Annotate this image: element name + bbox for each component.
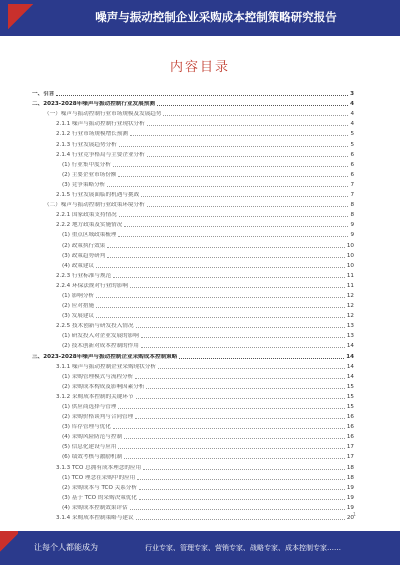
toc-entry-text: 2.2.2 地方政策及实施情况 (56, 222, 123, 229)
toc-entry[interactable] (32, 309, 354, 319)
toc-entry-page: 4 (350, 111, 354, 118)
toc-entry-text: 3.1.3 TCO 总拥有成本理念的应用 (56, 464, 142, 471)
toc-entry-text: （一）噪声与振动控制行业市场规模及发展趋势 (44, 111, 162, 118)
toc-entry[interactable] (32, 491, 354, 501)
toc-entry-text: (6) 绩效考核与激励机制 (62, 454, 123, 461)
toc-entry[interactable] (32, 511, 354, 521)
toc-leader-dots (147, 202, 349, 207)
toc-entry[interactable] (32, 228, 354, 238)
footer-accent-shape (0, 531, 18, 565)
toc-leader-dots (113, 424, 345, 429)
toc-entry-text: (1) 行业集中度分析 (62, 161, 111, 168)
toc-entry-text: (2) 采购成本与 TCO 关系分析 (62, 484, 137, 491)
toc-entry-text: (1) 重点区域政策梳理 (62, 232, 117, 239)
toc-entry-page: 13 (346, 333, 354, 340)
toc-leader-dots (157, 101, 348, 106)
toc-entry-text: 2.1.1 噪声与振动控制行业现状分析 (56, 121, 145, 128)
report-header (0, 0, 400, 36)
toc-entry-text: 2.2.4 环保法规对行业的影响 (56, 282, 128, 289)
toc-leader-dots (137, 475, 345, 480)
toc-entry[interactable] (32, 97, 354, 107)
toc-leader-dots (147, 152, 349, 157)
toc-entry-text: 3.1.2 采购成本控制的关键环节 (56, 393, 134, 400)
toc-entry[interactable] (32, 400, 354, 410)
toc-entry-text: (3) 基于 TCO 的采购决策优化 (62, 494, 137, 501)
toc-entry-text: (3) 发展建议 (62, 313, 95, 320)
toc-leader-dots (163, 111, 348, 116)
toc-entry-text: 2.1.4 行业竞争格局与主要企业分析 (56, 151, 145, 158)
toc-leader-dots (118, 172, 348, 177)
toc-leader-dots (143, 465, 345, 470)
toc-entry[interactable] (32, 471, 354, 481)
toc-entry[interactable] (32, 87, 354, 97)
toc-leader-dots (124, 454, 345, 459)
toc-entry-page: 10 (346, 242, 354, 249)
toc-leader-dots (136, 323, 345, 328)
toc-entry[interactable] (32, 390, 354, 400)
toc-entry-text: 2.1.5 行业发展面临的机遇与挑战 (56, 192, 140, 199)
toc-entry-page: 8 (350, 212, 354, 219)
toc-leader-dots (56, 91, 348, 96)
toc-entry-text: (1) 研发投入对企业发展的影响 (62, 333, 139, 340)
toc-leader-dots (96, 293, 345, 298)
toc-leader-dots (119, 142, 349, 147)
toc-entry-text: (2) 政策执行效果 (62, 242, 106, 249)
toc-entry-page: 10 (346, 252, 354, 259)
toc-entry-text: （二）噪声与振动控制行业政策环境分析 (44, 202, 145, 209)
toc-entry[interactable] (32, 420, 354, 430)
report-footer (0, 531, 400, 565)
toc-leader-dots (96, 313, 345, 318)
toc-leader-dots (118, 444, 344, 449)
toc-leader-dots (136, 394, 345, 399)
toc-entry[interactable] (32, 127, 354, 137)
toc-entry-page: 14 (346, 353, 354, 360)
toc-entry-text: (3) 政策趋势研判 (62, 252, 106, 259)
page-number: 1 (352, 512, 356, 518)
toc-entry-page: 11 (346, 282, 354, 289)
toc-entry-text: 3.1.1 噪声与振动控制企业采购现状分析 (56, 363, 156, 370)
toc-entry-text: (5) 信息化建设与应用 (62, 444, 117, 451)
toc-entry-page: 15 (346, 393, 354, 400)
toc-entry[interactable] (32, 299, 354, 309)
toc-entry-text: (4) 政策建议 (62, 262, 95, 269)
toc-entry[interactable] (32, 158, 354, 168)
toc-leader-dots (135, 374, 345, 379)
toc-entry-text: 3.1.4 采购成本控制策略与建议 (56, 515, 134, 522)
toc-entry-page: 9 (350, 232, 354, 239)
toc-entry[interactable] (32, 430, 354, 440)
toc-entry[interactable] (32, 137, 354, 147)
toc-leader-dots (130, 131, 348, 136)
toc-leader-dots (119, 212, 349, 217)
toc-entry[interactable] (32, 269, 354, 279)
toc-entry[interactable] (32, 168, 354, 178)
toc-entry-page: 12 (346, 313, 354, 320)
toc-leader-dots (130, 283, 345, 288)
toc-entry-page: 14 (346, 373, 354, 380)
header-accent-shape (8, 4, 36, 32)
footer-tagline: 行业专家、管理专家、营销专家、战略专家、成本控制专家…… (145, 544, 341, 552)
table-of-contents (32, 87, 354, 521)
toc-leader-dots (141, 333, 345, 338)
toc-entry-page: 19 (346, 494, 354, 501)
toc-leader-dots (113, 273, 345, 278)
toc-leader-dots (124, 222, 348, 227)
report-title: 噪声与振动控制企业采购成本控制策略研究报告 (95, 10, 337, 24)
toc-entry-text: 2.2.5 技术创新与研发投入情况 (56, 323, 134, 330)
toc-entry-page: 6 (350, 171, 354, 178)
toc-entry-page: 5 (350, 131, 354, 138)
toc-entry-page: 6 (350, 151, 354, 158)
toc-entry[interactable] (32, 440, 354, 450)
toc-entry-page: 17 (346, 444, 354, 451)
toc-entry-page: 10 (346, 262, 354, 269)
toc-entry-text: 二、2023-2028年噪声与振动控制行业发展预测 (32, 101, 155, 108)
toc-leader-dots (146, 384, 344, 389)
toc-entry-text: (2) 主要企业市场份额 (62, 171, 117, 178)
toc-entry[interactable] (32, 410, 354, 420)
toc-entry-page: 18 (346, 464, 354, 471)
toc-entry-text: (2) 采购价格谈判与合同管理 (62, 414, 134, 421)
toc-entry-text: 2.1.2 行业市场规模增长预测 (56, 131, 128, 138)
toc-leader-dots (118, 232, 348, 237)
toc-leader-dots (107, 253, 345, 258)
toc-entry-page: 16 (346, 434, 354, 441)
toc-entry[interactable] (32, 339, 354, 349)
toc-entry-text: (2) 应对措施 (62, 303, 95, 310)
toc-entry-page: 17 (346, 454, 354, 461)
toc-entry-page: 4 (350, 101, 354, 108)
toc-entry-text: 三、2023-2028年噪声与振动控制企业采购成本控制策略 (32, 353, 178, 360)
toc-entry-text: 2.1.3 行业发展趋势分析 (56, 141, 117, 148)
footer-slogan: 让每个人都能成为 (34, 543, 98, 552)
toc-entry[interactable] (32, 349, 354, 359)
toc-entry[interactable] (32, 249, 354, 259)
toc-entry-page: 16 (346, 424, 354, 431)
toc-entry-text: (4) 采购风险防范与控制 (62, 434, 123, 441)
toc-entry-page: 14 (346, 343, 354, 350)
toc-entry-page: 15 (346, 383, 354, 390)
toc-entry-page: 16 (346, 414, 354, 421)
toc-entry[interactable] (32, 360, 354, 370)
toc-entry-text: (1) TCO 理念在采购中的应用 (62, 474, 136, 481)
toc-entry[interactable] (32, 218, 354, 228)
toc-entry[interactable] (32, 460, 354, 470)
toc-entry-text: 2.2.1 国家政策支持情况 (56, 212, 117, 219)
toc-entry[interactable] (32, 380, 354, 390)
toc-entry-page: 6 (350, 161, 354, 168)
toc-leader-dots (179, 354, 344, 359)
toc-entry-page: 12 (346, 292, 354, 299)
toc-entry-page: 5 (350, 141, 354, 148)
toc-leader-dots (135, 414, 345, 419)
toc-entry-page: 13 (346, 323, 354, 330)
toc-entry-text: (3) 库存管理与优化 (62, 424, 111, 431)
toc-entry[interactable] (32, 279, 354, 289)
toc-heading: 内容目录 (169, 60, 230, 75)
toc-entry[interactable] (32, 148, 354, 158)
toc-leader-dots (141, 343, 345, 348)
toc-entry-page: 19 (346, 484, 354, 491)
toc-entry-text: (3) 竞争策略分析 (62, 181, 106, 188)
toc-entry[interactable] (32, 238, 354, 248)
toc-entry[interactable] (32, 319, 354, 329)
toc-entry-text: (4) 采购成本控制效果评估 (62, 504, 128, 511)
toc-entry-page: 20 (346, 515, 354, 522)
toc-leader-dots (96, 303, 345, 308)
toc-entry[interactable] (32, 329, 354, 339)
toc-entry-page: 19 (346, 504, 354, 511)
toc-entry-page: 11 (346, 272, 354, 279)
toc-entry[interactable] (32, 117, 354, 127)
toc-entry-text: (1) 影响分析 (62, 292, 95, 299)
toc-entry-page: 4 (350, 121, 354, 128)
toc-leader-dots (147, 121, 349, 126)
toc-entry-page: 9 (350, 222, 354, 229)
toc-entry[interactable] (32, 501, 354, 511)
toc-leader-dots (136, 515, 345, 520)
toc-entry[interactable] (32, 481, 354, 491)
toc-entry[interactable] (32, 107, 354, 117)
toc-leader-dots (139, 495, 345, 500)
toc-entry-text: 2.2.3 行业标准与规范 (56, 272, 112, 279)
toc-entry[interactable] (32, 198, 354, 208)
toc-entry[interactable] (32, 450, 354, 460)
toc-entry-text: (1) 采购管理模式与流程分析 (62, 373, 134, 380)
toc-entry-text: (1) 供应商选择与管理 (62, 404, 117, 410)
toc-leader-dots (124, 434, 345, 439)
toc-entry[interactable] (32, 208, 354, 218)
toc-leader-dots (96, 263, 345, 268)
toc-entry-text: 一、引言 (32, 91, 55, 98)
toc-entry-page: 7 (350, 181, 354, 188)
toc-leader-dots (113, 162, 349, 167)
toc-leader-dots (130, 505, 345, 510)
toc-entry-page: 14 (346, 363, 354, 370)
toc-entry-text: (2) 技术创新对成本控制的作用 (62, 343, 139, 350)
toc-entry[interactable] (32, 259, 354, 269)
toc-entry-page: 3 (350, 91, 354, 98)
toc-leader-dots (107, 182, 348, 187)
toc-leader-dots (158, 364, 345, 369)
toc-leader-dots (107, 243, 345, 248)
toc-entry[interactable] (32, 289, 354, 299)
toc-leader-dots (141, 192, 348, 197)
toc-entry-page: 7 (350, 192, 354, 199)
toc-entry[interactable] (32, 178, 354, 188)
toc-entry-page: 18 (346, 474, 354, 481)
toc-entry[interactable] (32, 370, 354, 380)
toc-leader-dots (118, 404, 344, 409)
toc-leader-dots (139, 485, 345, 490)
toc-entry-text: (2) 采购成本构成及影响因素分析 (62, 383, 145, 390)
toc-entry-page: 15 (346, 404, 354, 410)
toc-entry[interactable] (32, 188, 354, 198)
toc-entry-page: 8 (350, 202, 354, 209)
toc-entry-page: 12 (346, 303, 354, 310)
